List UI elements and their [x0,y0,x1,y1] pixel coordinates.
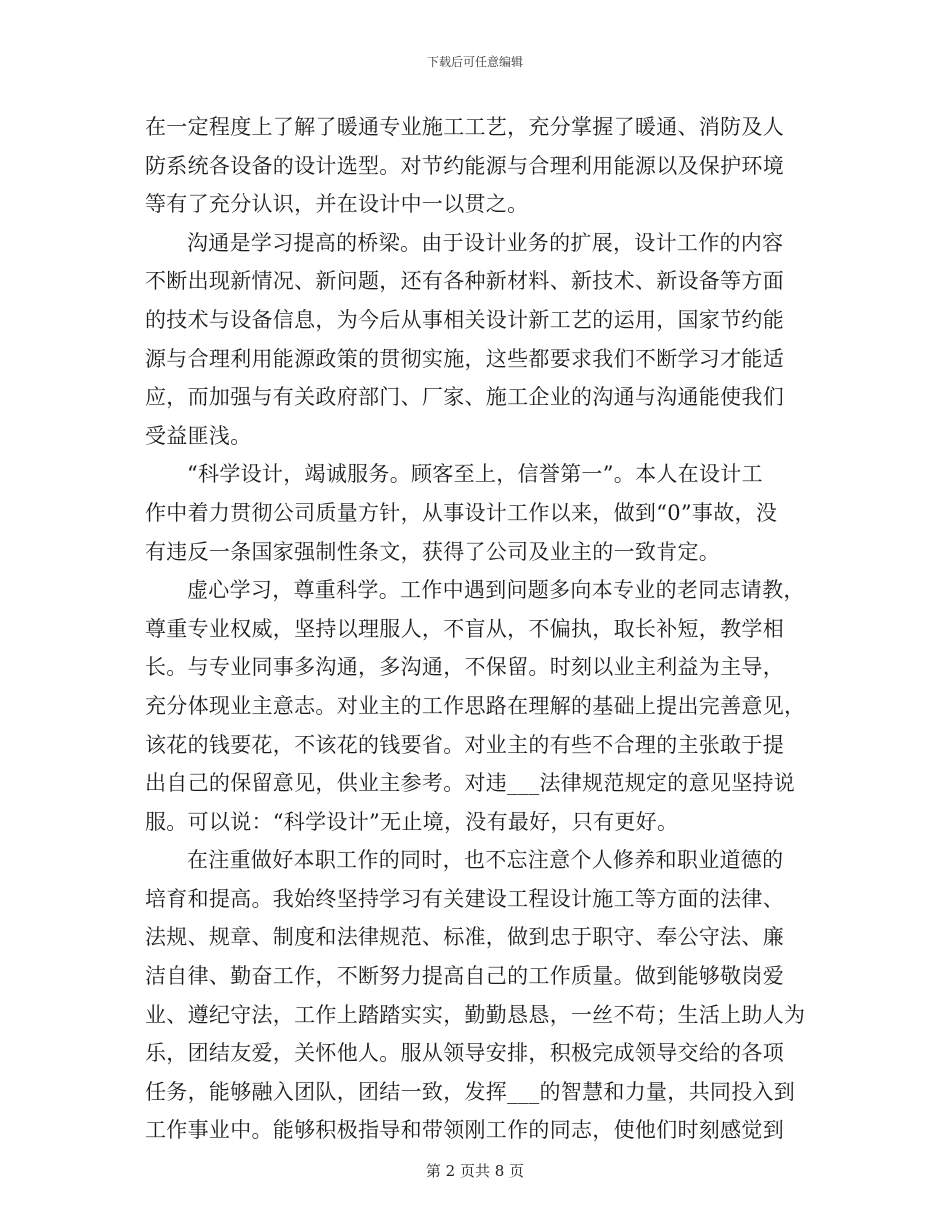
text-line: 不断出现新情况、新问题，还有各种新材料、新技术、新设备等方面 [145,269,784,294]
text-line: 业、遵纪守法，工作上踏踏实实，勤勤恳恳，一丝不苟；生活上助人为 [145,1002,806,1027]
paragraph-start-line: 沟通是学习提高的桥梁。由于设计业务的扩展，设计工作的内容 [187,230,784,255]
text-line: 洁自律、勤奋工作，不断努力提高自己的工作质量。做到能够敬岗爱 [145,964,784,989]
text-line: 工作事业中。能够积极指导和带领刚工作的同志，使他们时刻感觉到 [145,1118,784,1143]
text-line: 尊重专业权威，坚持以理服人，不盲从，不偏执，取长补短，教学相 [145,616,784,641]
text-line: 有违反一条国家强制性条文，获得了公司及业主的一致肯定。 [145,539,721,564]
text-line: 等有了充分认识，并在设计中一以贯之。 [145,192,529,217]
text-line: 培育和提高。我始终坚持学习有关建设工程设计施工等方面的法律、 [145,886,784,911]
text-line: 该花的钱要花，不该花的钱要省。对业主的有些不合理的主张敢于提 [145,732,784,757]
text-line: 法规、规章、制度和法律规范、标准，做到忠于职守、奉公守法、廉 [145,925,784,950]
paragraph-start-line: 虚心学习，尊重科学。工作中遇到问题多向本专业的老同志请教， [187,578,805,603]
text-line: 应，而加强与有关政府部门、厂家、施工企业的沟通与沟通能使我们 [145,385,784,410]
document-body [145,108,805,1150]
page-footer: 第 2 页共 8 页 [425,1162,525,1180]
text-line: 作中着力贯彻公司质量方针，从事设计工作以来，做到“0”事故，没 [145,500,778,525]
paragraph-start-line: “科学设计，竭诚服务。顾客至上，信誉第一”。本人在设计工 [187,462,763,487]
page-header: 下载后可任意编辑 [426,55,523,69]
text-line: 充分体现业主意志。对业主的工作思路在理解的基础上提出完善意见， [145,693,806,718]
text-line: 任务，能够融入团队，团结一致，发挥___的智慧和力量，共同投入到 [145,1079,796,1104]
text-line: 的技术与设备信息，为今后从事相关设计新工艺的运用，国家节约能 [145,307,784,332]
text-line: 源与合理利用能源政策的贯彻实施，这些都要求我们不断学习才能适 [145,346,784,371]
text-line: 防系统各设备的设计选型。对节约能源与合理利用能源以及保护环境 [145,153,784,178]
paragraph-start-line: 在注重做好本职工作的同时，也不忘注意个人修养和职业道德的 [187,848,784,873]
text-line: 出自己的保留意见，供业主参考。对违___法律规范规定的意见坚持说 [145,771,796,796]
text-line: 服。可以说：“科学设计”无止境，没有最好，只有更好。 [145,809,679,834]
text-line: 长。与专业同事多沟通，多沟通，不保留。时刻以业主利益为主导， [145,655,784,680]
text-line: 乐，团结友爱，关怀他人。服从领导安排，积极完成领导交给的各项 [145,1041,784,1066]
text-line: 受益匪浅。 [145,423,252,448]
text-line: 在一定程度上了解了暖通专业施工工艺，充分掌握了暖通、消防及人 [145,115,784,139]
